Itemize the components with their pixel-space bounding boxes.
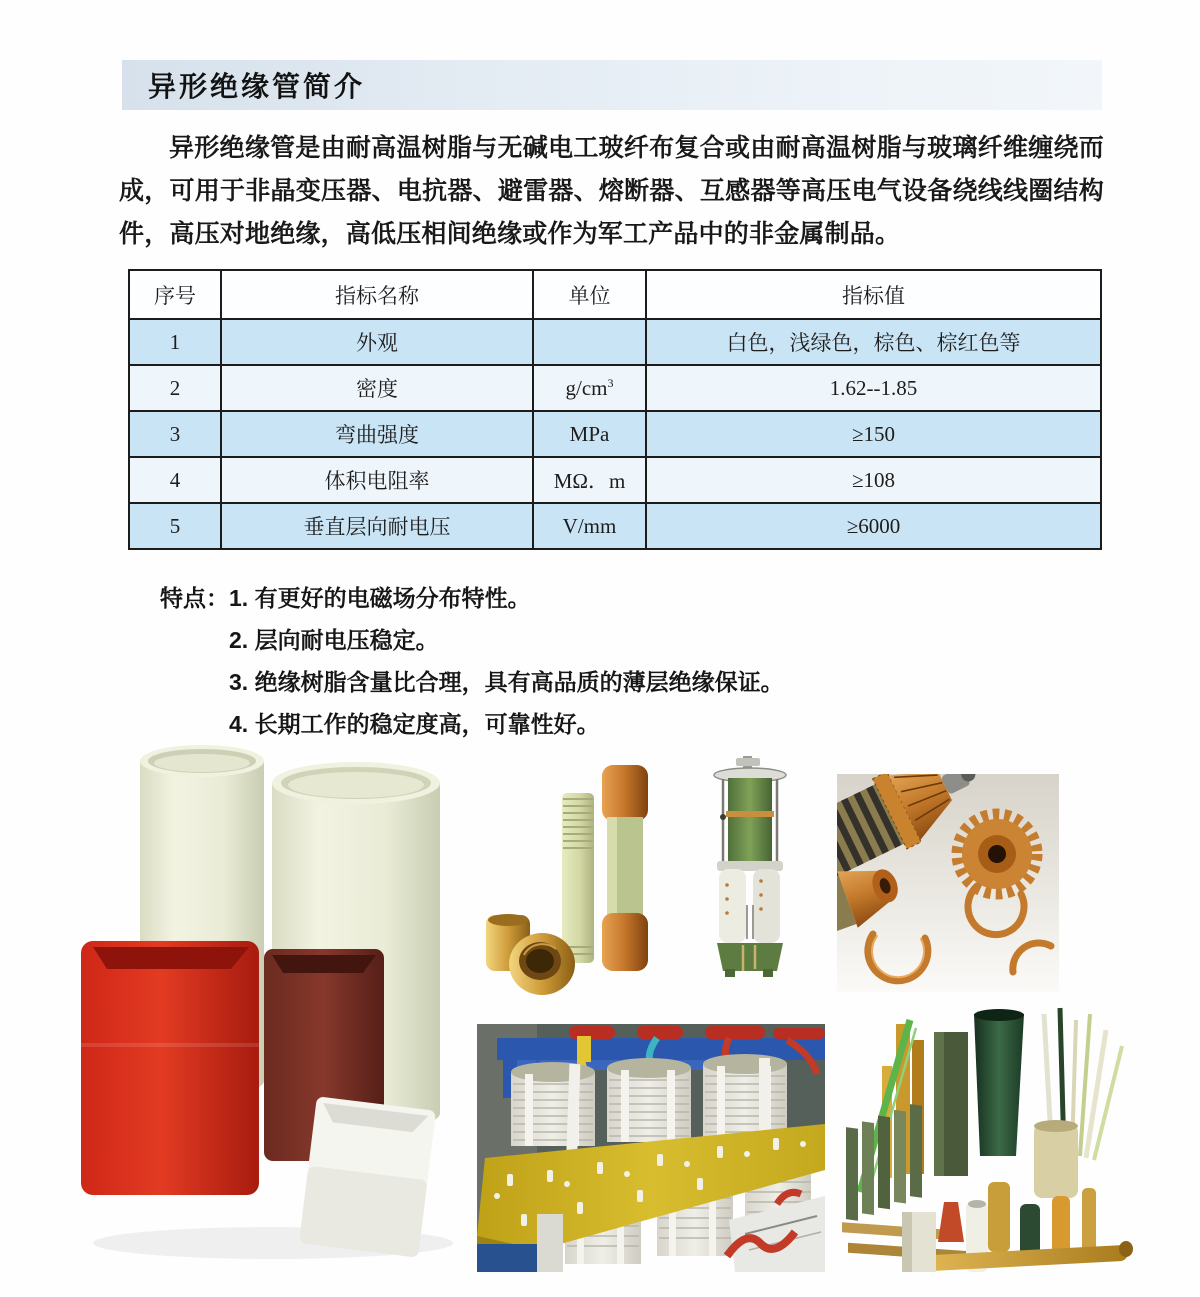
cell-no: 1 (129, 319, 221, 365)
cell-name: 弯曲强度 (221, 411, 533, 457)
cell-value: 1.62--1.85 (646, 365, 1101, 411)
cell-value: ≥150 (646, 411, 1101, 457)
cell-no: 3 (129, 411, 221, 457)
square-olive-tube (934, 1032, 968, 1176)
feature-item: 1. 有更好的电磁场分布特性。 (229, 585, 531, 611)
photo-fuse-cutout-device (703, 755, 797, 981)
cell-value: 白色，浅绿色，棕色、棕红色等 (646, 319, 1101, 365)
fuse-assembly (602, 765, 648, 971)
cell-no: 2 (129, 365, 221, 411)
features-block (160, 577, 784, 745)
col-header-value: 指标值 (646, 270, 1101, 319)
cell-unit: V/mm (533, 503, 646, 549)
col-header-no: 序号 (129, 270, 221, 319)
cell-unit (533, 319, 646, 365)
table-header-row (129, 270, 1101, 319)
intro-paragraph: 异形绝缘管是由耐高温树脂与无碱电工玻纤布复合或由耐高温树脂与玻璃纤维缠绕而成，可用于非晶变压器、电抗器、避雷器、熔断器、互感器等高压电气设备绕线线圈结构件，高压对地绝缘，高低压相间绝缘或作为军工产品中的非金属制品。 (119, 134, 1104, 248)
photo-copper-commutators (837, 774, 1059, 992)
features-label: 特点： (160, 585, 229, 611)
photo-fuse-tube-parts (480, 757, 680, 1009)
table-row (129, 503, 1101, 549)
photo-transformer (477, 1024, 825, 1272)
feature-item: 3. 绝缘树脂含量比合理，具有高品质的薄层绝缘保证。 (229, 669, 784, 695)
col-header-name: 指标名称 (221, 270, 533, 319)
green-base (717, 943, 783, 977)
features-list (229, 577, 784, 745)
unit-exponent: 3 (607, 375, 614, 390)
table-row (129, 457, 1101, 503)
cell-value: ≥6000 (646, 503, 1101, 549)
table-row (129, 365, 1101, 411)
threaded-tube (562, 793, 594, 963)
scattered-tubes (902, 1182, 1133, 1272)
cell-no: 4 (129, 457, 221, 503)
feature-item: 4. 长期工作的稳定度高，可靠性好。 (229, 711, 600, 737)
photo-insulation-tubes (63, 743, 475, 1270)
cell-unit: MΩ．m (533, 457, 646, 503)
table-row (129, 319, 1101, 365)
thin-rod-cluster (1034, 1008, 1122, 1198)
photo-pultruded-profiles (838, 1006, 1140, 1290)
cell-name: 垂直层向耐电压 (221, 503, 533, 549)
col-header-unit: 单位 (533, 270, 646, 319)
big-dark-tube (974, 1009, 1024, 1156)
white-elements (717, 861, 783, 943)
white-square-tube (299, 1096, 436, 1258)
brass-nut-front (509, 933, 575, 995)
cell-name: 密度 (221, 365, 533, 411)
green-cylinder (720, 778, 777, 865)
cell-unit: $g/cm^3$ (533, 365, 646, 411)
cell-name: 外观 (221, 319, 533, 365)
cell-name: 体积电阻率 (221, 457, 533, 503)
table-row (129, 411, 1101, 457)
red-square-tube (81, 941, 259, 1195)
feature-item: 2. 层向耐电压稳定。 (229, 627, 439, 653)
spec-table (128, 269, 1102, 550)
cell-unit: MPa (533, 411, 646, 457)
section-title-bar (122, 60, 1102, 110)
cell-no: 5 (129, 503, 221, 549)
cell-value: ≥108 (646, 457, 1101, 503)
page-title: 异形绝缘管简介 (148, 71, 366, 102)
